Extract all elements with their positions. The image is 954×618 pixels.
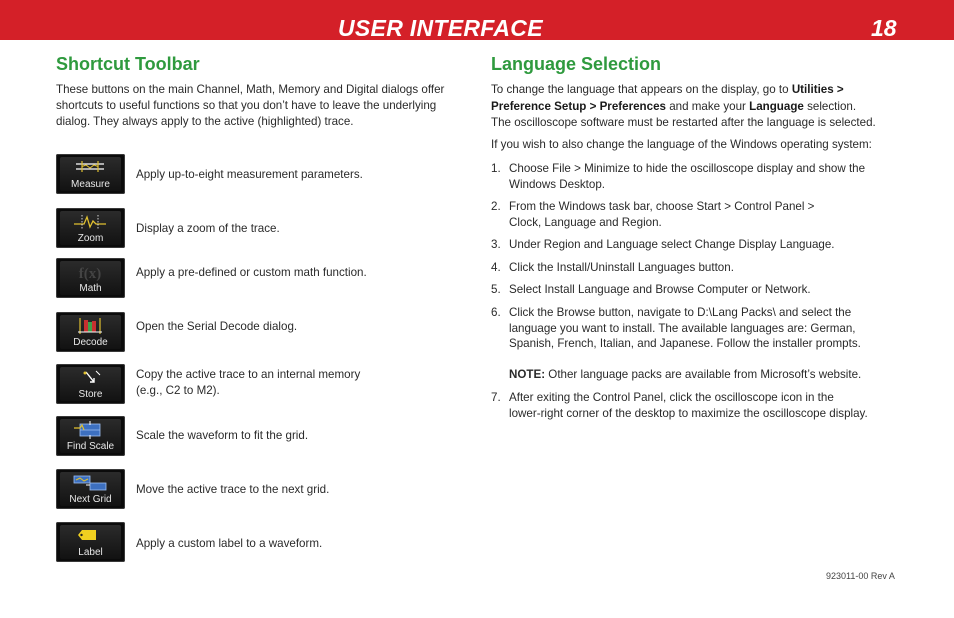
- decode-icon: [72, 316, 108, 336]
- zoom-button-label: Zoom: [77, 233, 104, 244]
- label-button-label: Label: [78, 547, 103, 558]
- p1-text-f: selection.: [803, 99, 857, 113]
- step-number: 6.: [491, 306, 501, 319]
- language-selection-heading: Language Selection: [491, 54, 662, 74]
- note-label: NOTE:: [509, 368, 546, 381]
- measure-button[interactable]: [56, 154, 125, 194]
- decode-button-label: Decode: [73, 337, 108, 348]
- next-grid-button[interactable]: [56, 469, 125, 509]
- p1-text-d: and make your: [665, 99, 750, 113]
- p1-utilities: Utilities >: [791, 83, 844, 96]
- zoom-button[interactable]: [56, 208, 125, 248]
- shortcut-row-zoom: [56, 208, 456, 248]
- p1-preference-path: Preference Setup > Preferences: [491, 99, 666, 113]
- label-button[interactable]: [56, 522, 125, 562]
- step-number: 5.: [491, 283, 501, 296]
- shortcut-row-find-scale: [56, 416, 456, 456]
- store-description-line2: (e.g., C2 to M2).: [136, 383, 220, 397]
- store-icon: [72, 368, 108, 388]
- zoom-description: Display a zoom of the trace.: [136, 222, 280, 235]
- store-description-line1: Copy the active trace to an internal memory: [136, 368, 361, 381]
- step-number: 7.: [491, 391, 501, 404]
- p1-restart-note: The oscilloscope software must be restarted after the language is selected.: [491, 116, 876, 129]
- label-description: Apply a custom label to a waveform.: [136, 537, 323, 550]
- shortcut-row-math: [56, 258, 456, 298]
- page-number: 18: [871, 15, 897, 41]
- shortcut-toolbar-heading: Shortcut Toolbar: [56, 54, 200, 74]
- store-button[interactable]: [56, 364, 125, 404]
- measure-icon: [72, 158, 108, 178]
- shortcut-row-label: [56, 522, 456, 562]
- next-grid-button-label: Next Grid: [69, 494, 112, 505]
- find-scale-icon: [72, 420, 108, 440]
- math-icon: [72, 262, 108, 282]
- document-id: 923011-00 Rev A: [826, 571, 895, 581]
- step-line: Windows Desktop.: [509, 177, 606, 191]
- find-scale-description: Scale the waveform to fit the grid.: [136, 429, 309, 442]
- step-number: 2.: [491, 200, 501, 213]
- measure-button-label: Measure: [71, 179, 110, 190]
- step-line: From the Windows task bar, choose Start > Control Panel >: [509, 200, 815, 213]
- shortcut-row-next-grid: [56, 469, 456, 509]
- p1-language: Language: [749, 99, 804, 113]
- step-line: Click the Browse button, navigate to D:\Lang Packs\ and select the: [509, 306, 852, 319]
- label-icon: [72, 526, 108, 546]
- language-paragraph-1: [491, 82, 901, 132]
- step-line: Clock, Language and Region.: [509, 215, 662, 229]
- shortcut-row-measure: [56, 154, 456, 194]
- step-line: lower-right corner of the desktop to maximize the oscilloscope display.: [509, 406, 868, 420]
- decode-description: Open the Serial Decode dialog.: [136, 320, 298, 333]
- decode-button[interactable]: [56, 312, 125, 352]
- find-scale-button-label: Find Scale: [66, 441, 115, 452]
- step-line: Choose File > Minimize to hide the oscilloscope display and show the: [509, 162, 866, 175]
- shortcut-row-store: [56, 364, 456, 404]
- next-grid-icon: [72, 473, 108, 493]
- shortcut-row-decode: [56, 312, 456, 352]
- math-icon-text: f(x): [78, 266, 102, 282]
- page-title: USER INTERFACE: [338, 15, 543, 41]
- find-scale-button[interactable]: [56, 416, 125, 456]
- step-line: Under Region and Language select Change Display Language.: [509, 238, 835, 251]
- step-line: Spanish, French, Italian, and Japanese. Follow the installer prompts.: [509, 337, 861, 350]
- note-text: Other language packs are available from Microsoft’s website.: [545, 368, 862, 381]
- step-number: 1.: [491, 162, 501, 175]
- note: [509, 367, 901, 383]
- step-line: Select Install Language and Browse Computer or Network.: [509, 283, 811, 296]
- step-line: After exiting the Control Panel, click the oscilloscope icon in the: [509, 391, 834, 404]
- math-button[interactable]: [56, 258, 125, 298]
- p1-text-a: To change the language that appears on the display, go to: [491, 83, 792, 96]
- header-bar: [0, 0, 954, 40]
- store-description: [136, 367, 456, 398]
- store-button-label: Store: [78, 389, 103, 400]
- math-button-label: Math: [79, 283, 102, 294]
- measure-description: Apply up-to-eight measurement parameters.: [136, 168, 363, 181]
- zoom-icon: [72, 212, 108, 232]
- step-number: 4.: [491, 261, 501, 274]
- step-line: Click the Install/Uninstall Languages button.: [509, 261, 734, 274]
- math-description: Apply a pre-defined or custom math function.: [136, 266, 367, 279]
- step-line: language you want to install. The available languages are: German,: [509, 321, 856, 335]
- shortcut-intro: These buttons on the main Channel, Math, Memory and Digital dialogs offer shortcuts to useful functions so that you don’t have to leave the underlying dialog. They always apply to the active (highlighted) trace.: [56, 83, 445, 128]
- step-number: 3.: [491, 238, 501, 251]
- next-grid-description: Move the active trace to the next grid.: [136, 483, 330, 496]
- language-paragraph-2: If you wish to also change the language of the Windows operating system:: [491, 138, 872, 151]
